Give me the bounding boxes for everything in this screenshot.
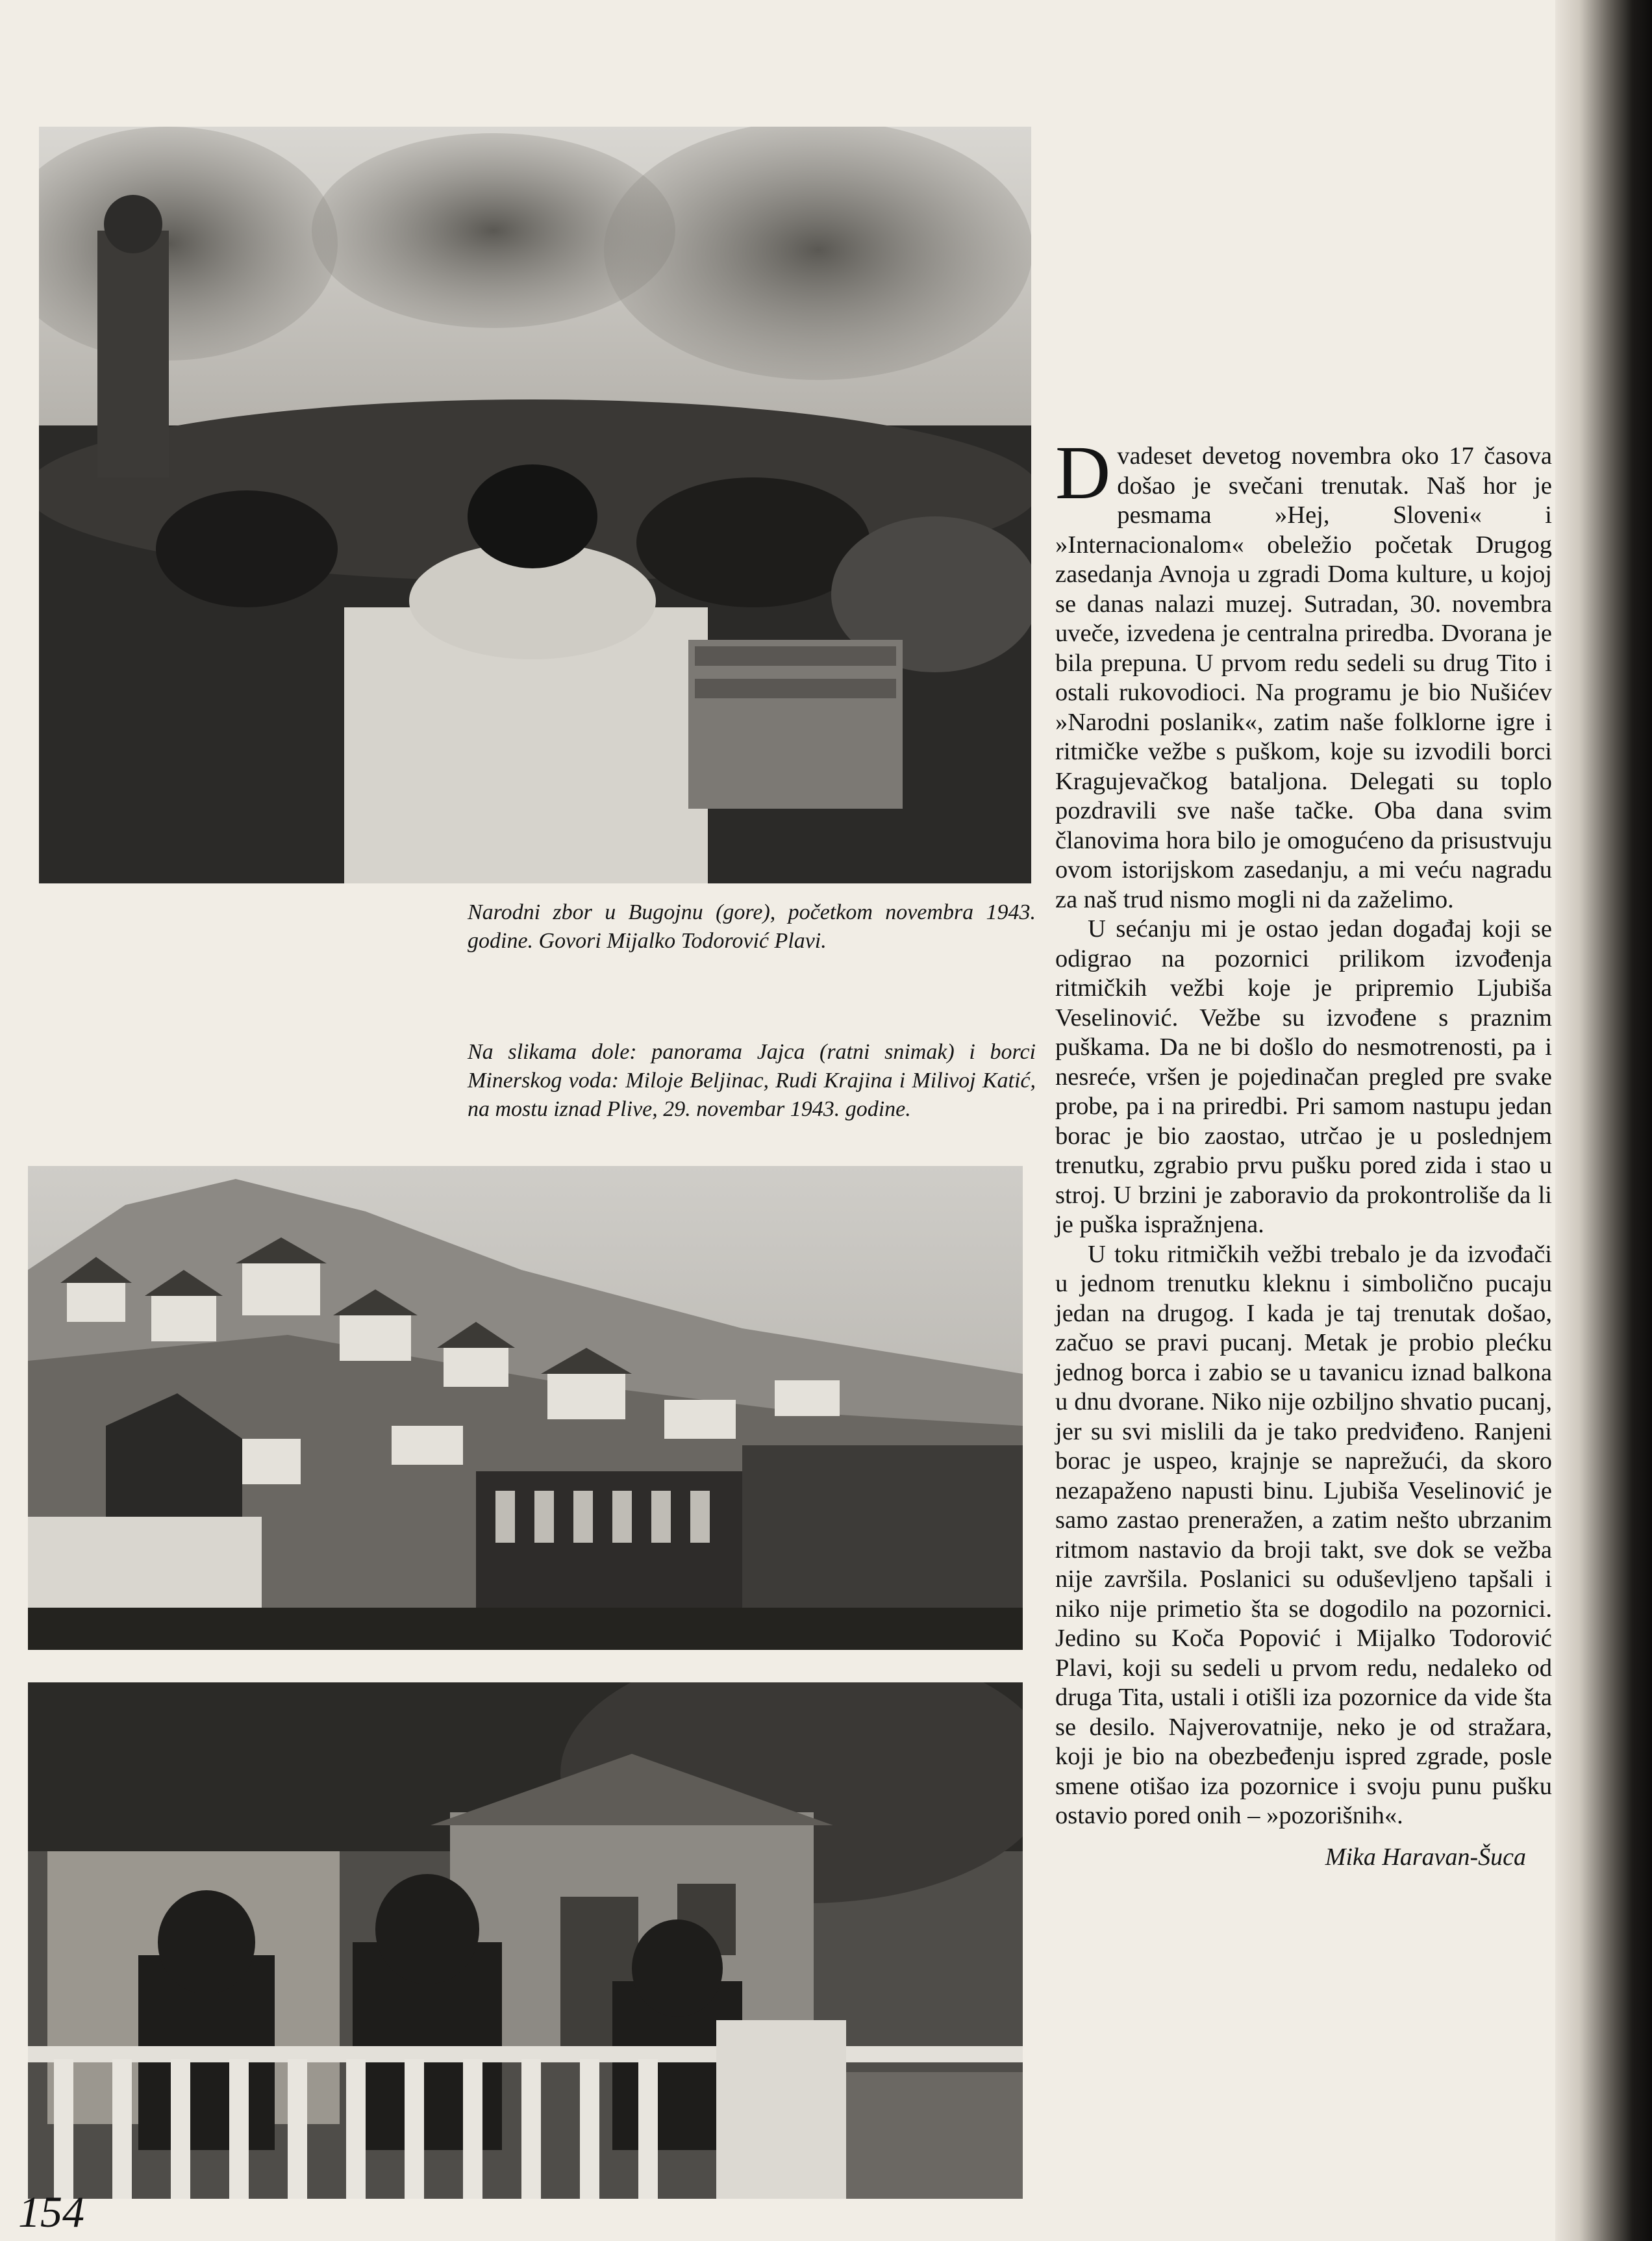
- page-number: 154: [18, 2187, 84, 2236]
- rally-photo: [39, 127, 1031, 883]
- article-paragraph-1: [1055, 430, 1552, 915]
- article-author: Mika Haravan-Šuca: [1325, 1843, 1526, 1871]
- article-paragraph-3: U toku ritmičkih vežbi trebalo je da izvođači u jednom trenutku kleknu i simbolično pucaju jedan na drugog. I kada je taj trenutak došao, začuo se pravi pucanj. Metak je probio plećku jednog borca i zabio se u tavanicu iznad balkona u dnu dvorane. Niko nije ozbiljno shvatio pucanj, jer su svi mislili da je tako predviđeno. Ranjeni borac je uspeo, krajnje se naprežući, da skoro nezapaženo napusti binu. Ljubiša Veselinović je samo zastao preneražen, a zatim nešto ubrzanim ritmom nastavio da broji takt, sve dok se vežba nije završila. Poslanici su oduševljeno tapšali i niko nije primetio šta se dogodilo na pozornici. Jedino su Koča Popović i Mijalko Todorović Plavi, koji su sedeli u prvom redu, nedaleko od druga Tita, ustali i otišli iza pozornice da vide šta se desilo. Najverovatnije, neko je od stražara, koji je bio na obezbeđenju ispred zgrade, posle smene otišao iza pozornice i svoju punu pušku ostavio pored onih – »pozorišnih«.: [1055, 1240, 1552, 1829]
- book-spine-shadow: [1555, 0, 1652, 2241]
- jajce-panorama-photo: [28, 1166, 1023, 1650]
- article-paragraph-2: U sećanju mi je ostao jedan događaj koji se odigrao na pozornici prilikom izvođenja ritmičkih vežbi koje je pripremio Ljubiša Veselinović. Vežbe su izvođene s praznim puškama. Da ne bi došlo do nesmotrenosti, pa i nesreće, vršen je pojedinačan pregled pre svake probe, pa i na priredbi. Pri samom nastupu jedan borac je bio zaostao, utrčao je u poslednjem trenutku, zgrabio prvu pušku pored zida i stao u stroj. U brzini je zaboravio da prokontroliše da li je puška ispražnjena.: [1055, 915, 1552, 1238]
- article-paragraph-1-text: vadeset devetog novembra oko 17 časova došao je svečani trenutak. Naš hor je pesmama »Hej, Sloveni« i »Internacionalom« obeležio početak Drugog zasedanja Avnoja u zgradi Doma kulture, u kojoj se danas nalazi muzej. Sutradan, 30. novembra uveče, izvedena je centralna priredba. Dvorana je bila prepuna. U prvom redu sedeli su drug Tito i ostali rukovodioci. Na programu je bio Nušićev »Narodni poslanik«, zatim naše folklorne igre i ritmičke vežbe s puškom, koje su izvodili borci Kragujevačkog bataljona. Delegati su toplo pozdravili sve naše tačke. Oba dana svim članovima hora bilo je omogućeno da prisustvuju ovom istorijskom zasedanju, a mi veću nagradu za naš trud nismo mogli ni da zaželimo.: [1055, 442, 1552, 913]
- article-column: [1055, 430, 1552, 1872]
- panorama-photo-caption: Na slikama dole: panorama Jajca (ratni snimak) i borci Minerskog voda: Miloje Beljinac, Rudi Krajina i Milivoj Katić, na mostu iznad Plive, 29. novembar 1943. godine.: [468, 1040, 1036, 1121]
- soldiers-on-bridge-photo: [28, 1682, 1023, 2199]
- rally-photo-caption: Narodni zbor u Bugojnu (gore), početkom novembra 1943. godine. Govori Mijalko Todorović Plavi.: [468, 900, 1036, 953]
- drop-cap: D: [1055, 430, 1111, 515]
